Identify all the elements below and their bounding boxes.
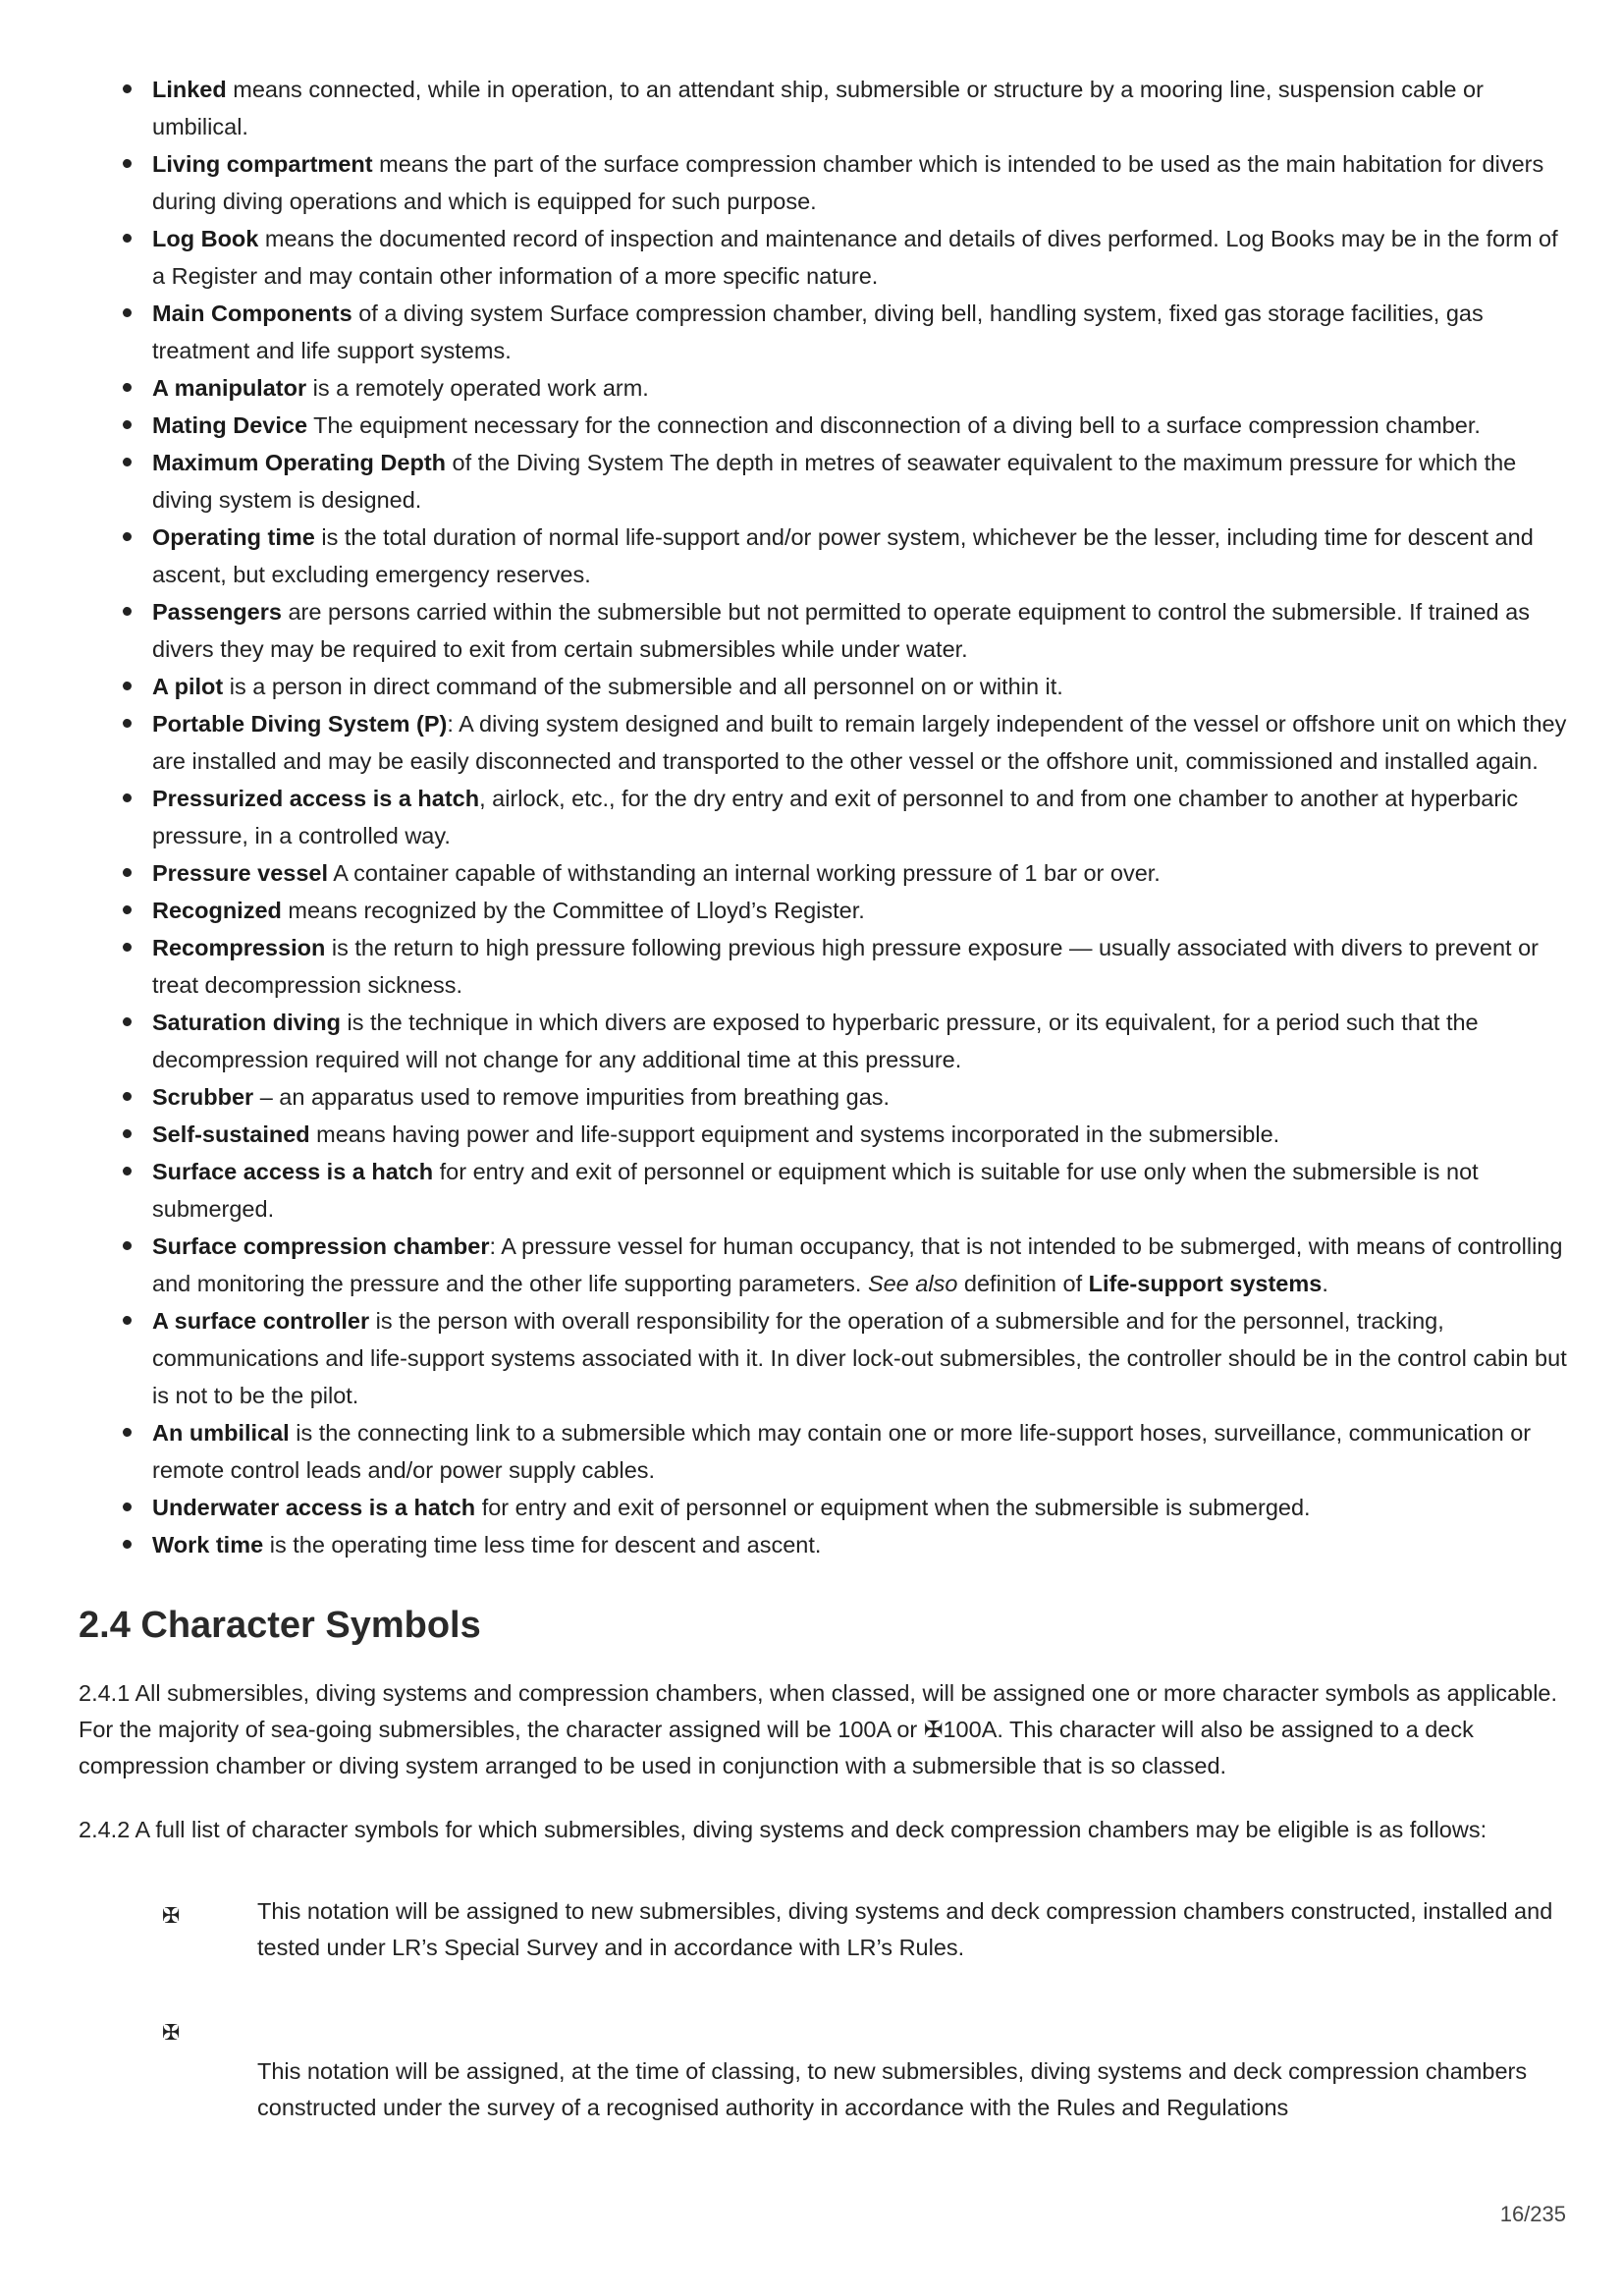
bullet-icon	[123, 943, 132, 952]
definition-term: Recognized	[152, 898, 282, 923]
definition-term: Linked	[152, 77, 227, 102]
definition-text: means the documented record of inspection and maintenance and details of dives performed. Log Books may be in the form of a Register and may contain other information of a more specific nature.	[152, 226, 1558, 289]
paragraph-2-4-1: 2.4.1 All submersibles, diving systems and compression chambers, when classed, will be assigned one or more character symbols as applicable. For the majority of sea-going submersibles, the character assigned will be 100A or ✠100A. This character will also be assigned to a deck compression chamber or diving system arranged to be used in conjunction with a submersible that is so classed.	[79, 1680, 1558, 1778]
definition-term: A surface controller	[152, 1308, 370, 1334]
definition-item	[79, 593, 1571, 668]
definition-text: : A diving system designed and built to remain largely independent of the vessel or offshore unit on which they are installed and may be easily disconnected and transported to the other vessel or the offshore unit, commissioned and installed again.	[152, 711, 1567, 774]
bullet-icon	[123, 420, 132, 429]
definition-term: Main Components	[152, 301, 352, 326]
definition-text-2: definition of	[957, 1271, 1089, 1296]
definition-item	[79, 892, 1571, 929]
definition-text: – an apparatus used to remove impurities from breathing gas.	[253, 1084, 891, 1110]
definition-item	[79, 929, 1571, 1004]
definition-item	[79, 71, 1571, 145]
definition-term: An umbilical	[152, 1420, 290, 1446]
bullet-icon	[123, 682, 132, 690]
bullet-icon	[123, 1503, 132, 1511]
definition-term: Operating time	[152, 524, 315, 550]
definition-item	[79, 780, 1571, 854]
definition-text-3: .	[1322, 1271, 1328, 1296]
bullet-icon	[123, 159, 132, 168]
definition-text: for entry and exit of personnel or equipment which is suitable for use only when the submersible is not submerged.	[152, 1159, 1479, 1222]
definition-text: means recognized by the Committee of Lloyd’s Register.	[281, 898, 865, 923]
bullet-icon	[123, 607, 132, 616]
bullet-icon	[123, 793, 132, 802]
bullet-icon	[123, 1428, 132, 1437]
bullet-icon	[123, 1167, 132, 1175]
definition-item	[79, 1004, 1571, 1078]
bullet-icon	[123, 1316, 132, 1325]
definition-item	[79, 705, 1571, 780]
definition-term: Surface compression chamber	[152, 1233, 490, 1259]
bullet-icon	[123, 1092, 132, 1101]
definition-term: Pressurized access is a hatch	[152, 786, 480, 811]
definition-term: Recompression	[152, 935, 326, 960]
definition-term: A pilot	[152, 674, 224, 699]
definition-item	[79, 1414, 1571, 1489]
definition-italic: See also	[867, 1271, 958, 1296]
definition-term: Underwater access is a hatch	[152, 1495, 476, 1520]
definition-text: is the total duration of normal life-support and/or power system, whichever be the lesser, including time for descent and ascent, but excluding emergency reserves.	[152, 524, 1534, 587]
definition-term: Work time	[152, 1532, 264, 1558]
bullet-icon	[123, 84, 132, 93]
definition-term: Self-sustained	[152, 1121, 310, 1147]
definition-term: Portable Diving System (P)	[152, 711, 448, 737]
bullet-icon	[123, 868, 132, 877]
definition-text: A container capable of withstanding an internal working pressure of 1 bar or over.	[328, 860, 1161, 886]
definition-item	[79, 1078, 1571, 1116]
bullet-icon	[123, 1129, 132, 1138]
definition-text: of the Diving System The depth in metres of seawater equivalent to the maximum pressure for which the diving system is designed.	[152, 450, 1517, 513]
definition-item	[79, 1526, 1571, 1563]
definition-text: is a remotely operated work arm.	[306, 375, 649, 401]
definition-text: means the part of the surface compression chamber which is intended to be used as the main habitation for divers during diving operations and which is equipped for such purpose.	[152, 151, 1544, 214]
definition-text: means having power and life-support equipment and systems incorporated in the submersible.	[309, 1121, 1280, 1147]
definition-text: means connected, while in operation, to an attendant ship, submersible or structure by a mooring line, suspension cable or umbilical.	[152, 77, 1484, 139]
definition-item	[79, 1116, 1571, 1153]
notation-1-text: This notation will be assigned to new submersibles, diving systems and deck compression chambers constructed, installed and tested under LR’s Special Survey and in accordance with LR’s Rules.	[257, 1898, 1553, 1960]
bullet-icon	[123, 532, 132, 541]
definition-term: Passengers	[152, 599, 282, 625]
maltese-cross-icon: ✠	[162, 1903, 181, 1928]
definition-item	[79, 1228, 1571, 1302]
definition-text: are persons carried within the submersible but not permitted to operate equipment to control the submersible. If trained as divers they may be required to exit from certain submersibles while under water.	[152, 599, 1530, 662]
definition-item	[79, 854, 1571, 892]
bullet-icon	[123, 1241, 132, 1250]
definition-item	[79, 1489, 1571, 1526]
notation-1	[79, 1893, 1571, 1966]
definition-text: : A pressure vessel for human occupancy, that is not intended to be submerged, with means of controlling and monitoring the pressure and the other life supporting parameters.	[152, 1233, 1563, 1296]
definition-item	[79, 145, 1571, 220]
definition-item	[79, 407, 1571, 444]
definition-text: is the technique in which divers are exposed to hyperbaric pressure, or its equivalent, for a period such that the decompression required will not change for any additional time at this pressure.	[152, 1010, 1479, 1072]
page-number: 16/235	[1499, 2202, 1566, 2226]
bullet-icon	[123, 383, 132, 392]
definition-text: of a diving system Surface compression chamber, diving bell, handling system, fixed gas storage facilities, gas treatment and life support systems.	[152, 301, 1484, 363]
maltese-cross-icon: ✠	[162, 2020, 181, 2045]
notation-2-text: This notation will be assigned, at the time of classing, to new submersibles, diving systems and deck compression chambers constructed under the survey of a recognised authority in accordance with the Rules and Regulations	[257, 2058, 1528, 2120]
definition-term: Surface access is a hatch	[152, 1159, 434, 1184]
definition-term: Living compartment	[152, 151, 373, 177]
definition-item	[79, 519, 1571, 593]
definition-text: is the return to high pressure following previous high pressure exposure — usually associated with divers to prevent or treat decompression sickness.	[152, 935, 1540, 998]
bullet-icon	[123, 1017, 132, 1026]
definition-text: is a person in direct command of the submersible and all personnel on or within it.	[223, 674, 1063, 699]
definition-item	[79, 220, 1571, 295]
paragraph-2-4-2: 2.4.2 A full list of character symbols for which submersibles, diving systems and deck compression chambers may be eligible is as follows:	[79, 1817, 1487, 1842]
definition-text: is the person with overall responsibility for the operation of a submersible and for the personnel, tracking, communications and life-support systems associated with it. In diver lock-out submersibles, the controller should be in the control cabin but is not to be the pilot.	[152, 1308, 1567, 1408]
definition-term: Log Book	[152, 226, 259, 251]
notation-2	[79, 2020, 1571, 2126]
bullet-icon	[123, 308, 132, 317]
definition-item	[79, 444, 1571, 519]
definition-term: Scrubber	[152, 1084, 254, 1110]
definition-item	[79, 295, 1571, 369]
definition-term: Mating Device	[152, 412, 308, 438]
bullet-icon	[123, 234, 132, 243]
definition-term: Pressure vessel	[152, 860, 329, 886]
bullet-icon	[123, 458, 132, 466]
page-content	[79, 71, 1571, 2126]
definition-text: The equipment necessary for the connection and disconnection of a diving bell to a surface compression chamber.	[307, 412, 1481, 438]
bullet-icon	[123, 719, 132, 728]
definition-text: is the connecting link to a submersible which may contain one or more life-support hoses, surveillance, communication or remote control leads and/or power supply cables.	[152, 1420, 1532, 1483]
definition-term: A manipulator	[152, 375, 307, 401]
definition-term: Maximum Operating Depth	[152, 450, 447, 475]
definition-text: , airlock, etc., for the dry entry and exit of personnel to and from one chamber to another at hyperbaric pressure, in a controlled way.	[152, 786, 1519, 848]
definition-item	[79, 1153, 1571, 1228]
definition-item	[79, 369, 1571, 407]
bullet-icon	[123, 1540, 132, 1549]
definitions-list	[79, 71, 1571, 1563]
definition-item	[79, 668, 1571, 705]
definition-text: is the operating time less time for descent and ascent.	[263, 1532, 822, 1558]
bullet-icon	[123, 905, 132, 914]
definition-term: Saturation diving	[152, 1010, 341, 1035]
definition-item	[79, 1302, 1571, 1414]
definition-text: for entry and exit of personnel or equipment when the submersible is submerged.	[475, 1495, 1311, 1520]
definition-reference: Life-support systems	[1088, 1271, 1323, 1296]
section-heading: 2.4 Character Symbols	[79, 1605, 481, 1646]
